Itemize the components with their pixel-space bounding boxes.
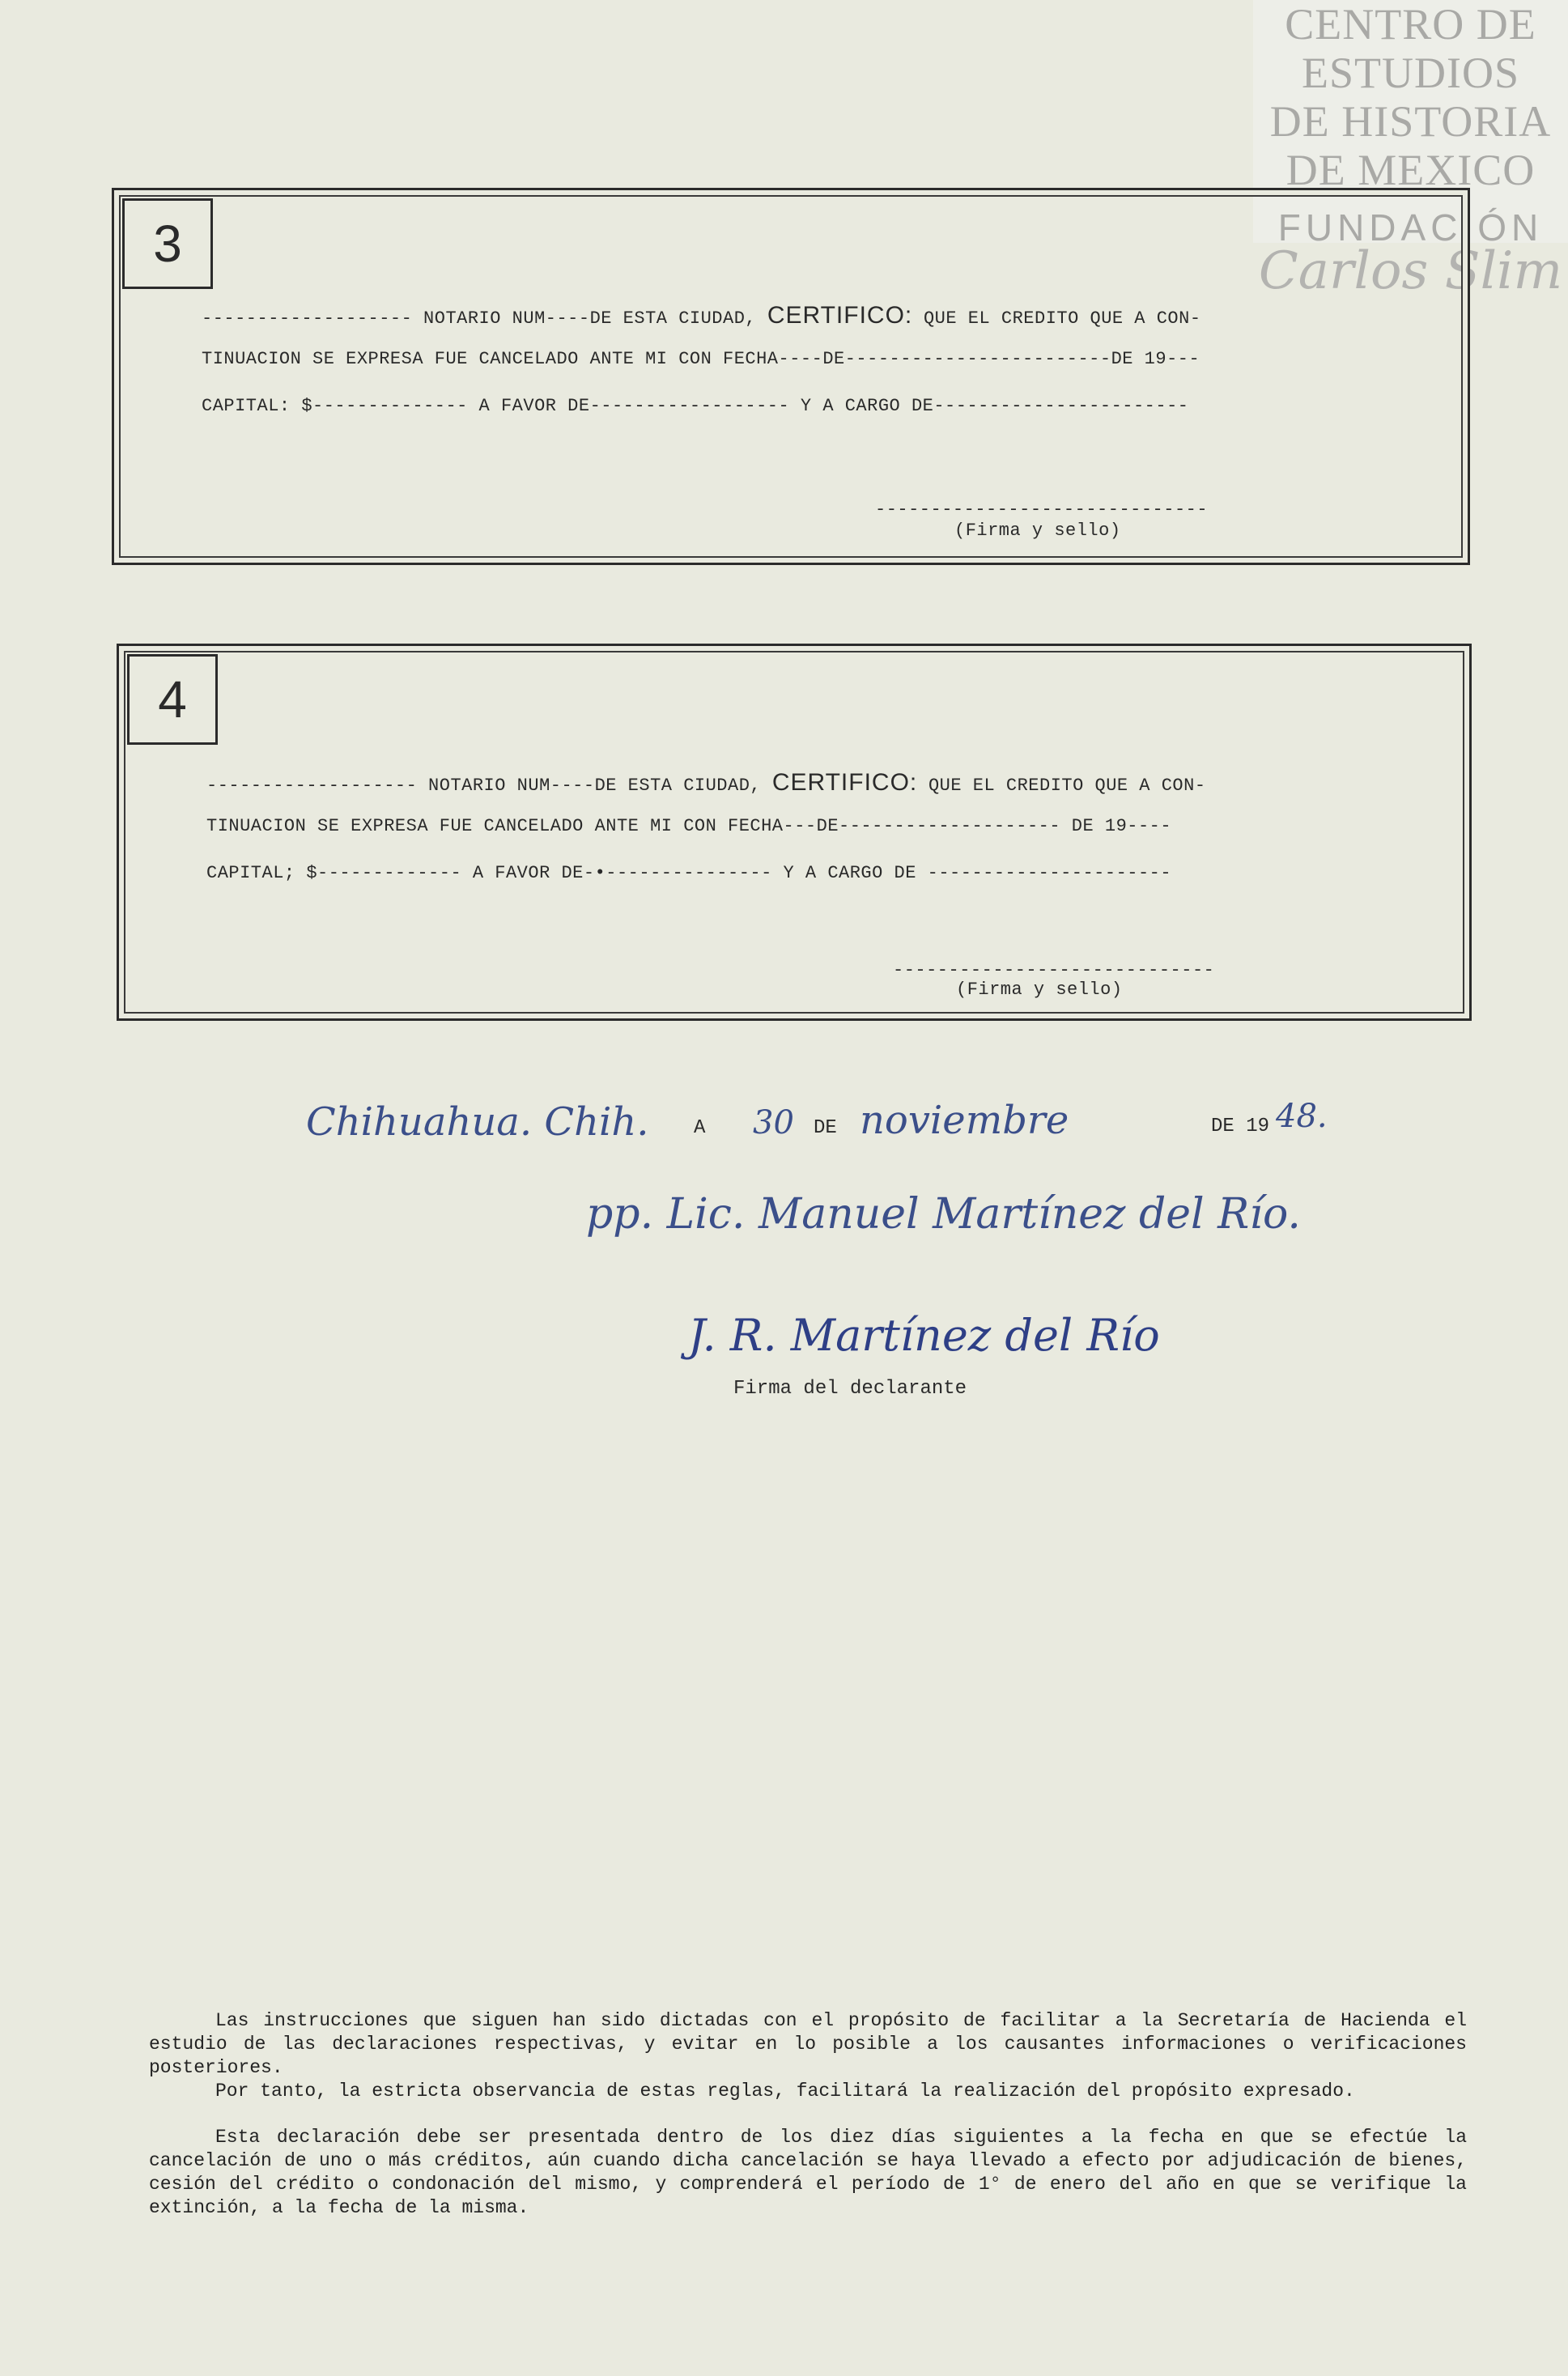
firma-declarante-label: Firma del declarante xyxy=(733,1378,967,1400)
declarant-signature: J. R. Martínez del Río xyxy=(688,1310,1160,1361)
signature-line: ------------------------------ xyxy=(875,499,1209,520)
date-a-label: A xyxy=(694,1117,706,1139)
date-year-label: DE 19 xyxy=(1211,1116,1270,1137)
watermark-fundacion: FUNDACIÓN xyxy=(1277,206,1544,249)
handwritten-day: 30 xyxy=(753,1104,794,1141)
instructions-paragraph-3: Esta declaración debe ser presentada dentro de los diez días siguientes a la fecha en que se efectúe la cancelación de uno o más créditos, aún cuando dicha cancelación se haya llevado a efecto por adjudicación de bienes, cesión del crédito o condonación del mismo, y comprenderá el período de 1° de enero del año en que se verifique la extinción, a la fecha de la misma. xyxy=(149,2127,1467,2218)
watermark-line-2: ESTUDIOS xyxy=(1301,49,1519,97)
handwritten-year: 48. xyxy=(1276,1098,1328,1135)
instructions-paragraph-1: Las instrucciones que siguen han sido dictadas con el propósito de facilitar a la Secretaría de Hacienda el estudio de las declaraciones respectivas, y evitar en lo posible a los causantes informaciones o verificaciones posteriores. xyxy=(149,2010,1467,2078)
handwritten-month: noviembre xyxy=(860,1098,1069,1143)
box-number: 4 xyxy=(127,654,218,745)
certificate-box-3 xyxy=(112,188,1470,565)
handwritten-place: Chihuahua. Chih. xyxy=(306,1099,649,1145)
watermark-line-3: DE HISTORIA xyxy=(1269,97,1552,146)
notario-text: ------------------- NOTARIO NUM----DE ESTA CIUDAD, xyxy=(202,308,757,329)
date-de-label: DE xyxy=(814,1117,837,1139)
firma-sello-label: (Firma y sello) xyxy=(954,521,1121,541)
box-number: 3 xyxy=(122,198,213,289)
instructions-block xyxy=(149,2009,1467,2220)
box-line-1 xyxy=(202,302,1201,329)
certifico-text: CERTIFICO: xyxy=(767,302,913,329)
credito-text: QUE EL CREDITO QUE A CON- xyxy=(923,308,1201,329)
box-line-3: CAPITAL: $-------------- A FAVOR DE------------------ Y A CARGO DE----------------------- xyxy=(202,396,1189,416)
watermark-line-1: CENTRO DE xyxy=(1285,0,1536,49)
firma-sello-label: (Firma y sello) xyxy=(956,980,1123,1000)
watermark-line-4: DE MEXICO xyxy=(1285,146,1536,194)
box-line-1 xyxy=(206,769,1206,797)
credito-text: QUE EL CREDITO QUE A CON- xyxy=(928,776,1206,796)
box-line-2: TINUACION SE EXPRESA FUE CANCELADO ANTE MI CON FECHA----DE------------------------DE 19--- xyxy=(202,349,1200,369)
certificate-box-4 xyxy=(117,644,1472,1021)
signature-line: ----------------------------- xyxy=(893,960,1215,980)
box-line-3: CAPITAL; $------------- A FAVOR DE-•--------------- Y A CARGO DE ---------------------- xyxy=(206,863,1172,883)
notario-text: ------------------- NOTARIO NUM----DE ESTA CIUDAD, xyxy=(206,776,762,796)
watermark-signature: Carlos Slim xyxy=(1258,241,1563,301)
handwritten-name: pp. Lic. Manuel Martínez del Río. xyxy=(586,1190,1301,1239)
box-line-2: TINUACION SE EXPRESA FUE CANCELADO ANTE MI CON FECHA---DE-------------------- DE 19---- xyxy=(206,816,1172,836)
instructions-paragraph-2: Por tanto, la estricta observancia de estas reglas, facilitará la realización del propósito expresado. xyxy=(215,2081,1355,2102)
certifico-text: CERTIFICO: xyxy=(771,769,918,796)
